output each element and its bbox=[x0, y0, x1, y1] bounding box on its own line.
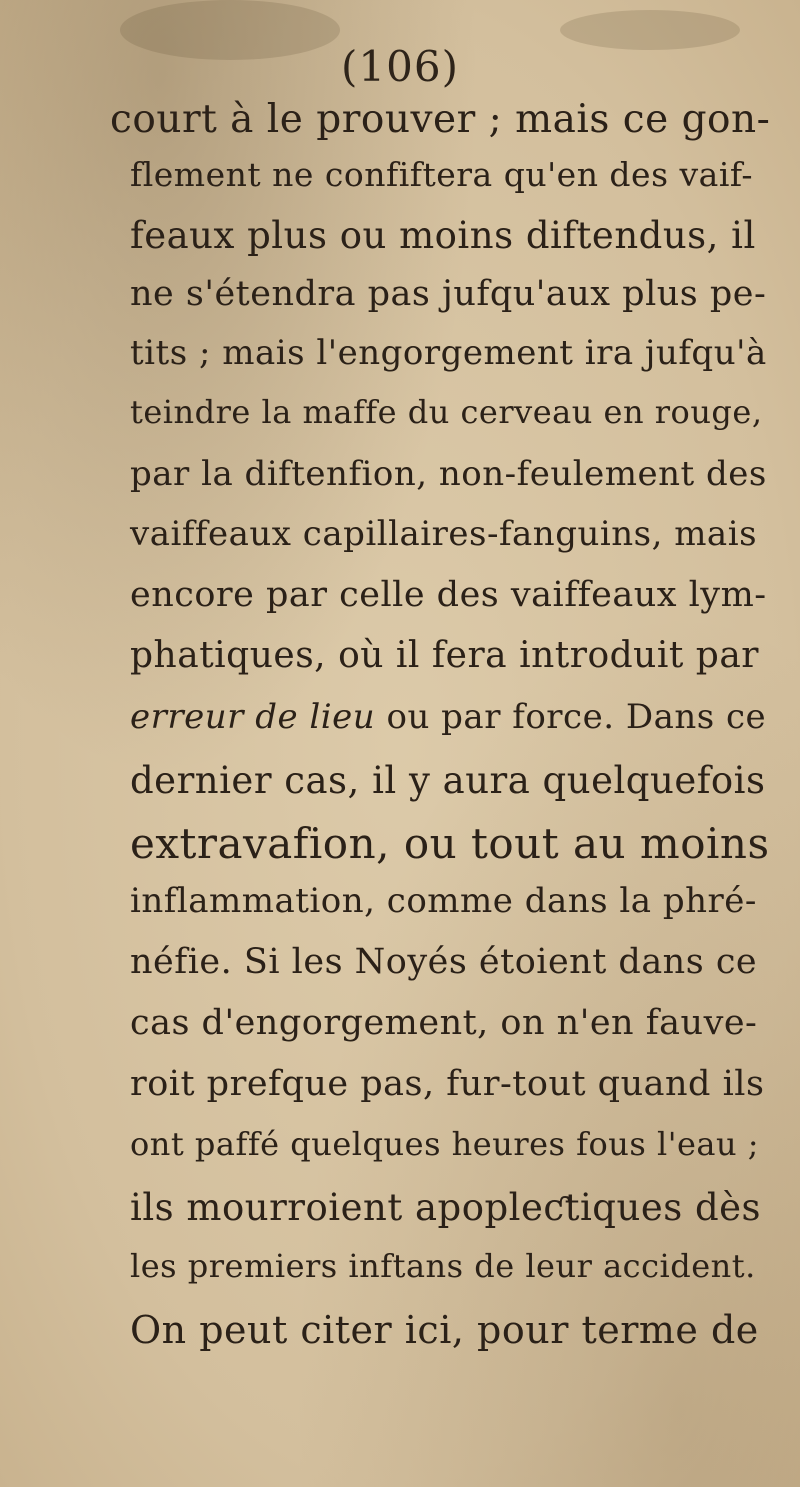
text-line: tits ; mais l'engorgement ira jufqu'à bbox=[130, 333, 767, 373]
text-line: vaiffeaux capillaires-fanguins, mais bbox=[130, 514, 758, 554]
text-line: cas d'engorgement, on n'en fauve- bbox=[130, 1003, 758, 1043]
text-line: ils mourroient apopleƈtiques dès bbox=[130, 1186, 762, 1229]
text-line: inflammation, comme dans la phré- bbox=[130, 881, 757, 921]
text-line: On peut citer ici, pour terme de bbox=[130, 1308, 759, 1352]
italic-phrase: erreur de lieu bbox=[130, 697, 376, 737]
page-number: (106) bbox=[341, 42, 459, 91]
text-line: phatiques, où il fera introduit par bbox=[130, 635, 760, 676]
text-line: flement ne confiftera qu'en des vaif- bbox=[130, 155, 754, 194]
text-line-rest: ou par force. Dans ce bbox=[375, 697, 767, 737]
text-line: feaux plus ou moins diftendus, il bbox=[130, 214, 756, 257]
text-line: ne s'étendra pas jufqu'aux plus pe- bbox=[130, 274, 767, 314]
text-line: teindre la maffe du cerveau en rouge, bbox=[130, 393, 763, 431]
text-line bbox=[130, 697, 767, 737]
text-line: les premiers inftans de leur accident. bbox=[130, 1247, 756, 1285]
text-line: néfie. Si les Noyés étoient dans ce bbox=[130, 942, 758, 982]
text-line: encore par celle des vaiffeaux lym- bbox=[130, 575, 767, 615]
text-line: extravafion, ou tout au moins bbox=[130, 819, 770, 868]
text-line: roit prefque pas, fur-tout quand ils bbox=[130, 1064, 765, 1104]
text-line: dernier cas, il y aura quelquefois bbox=[130, 759, 766, 802]
text-line: court à le prouver ; mais ce gon- bbox=[110, 97, 771, 142]
text-line: ont paffé quelques heures fous l'eau ; bbox=[130, 1125, 760, 1163]
text-line: par la diftenfion, non-feulement des bbox=[130, 454, 767, 494]
